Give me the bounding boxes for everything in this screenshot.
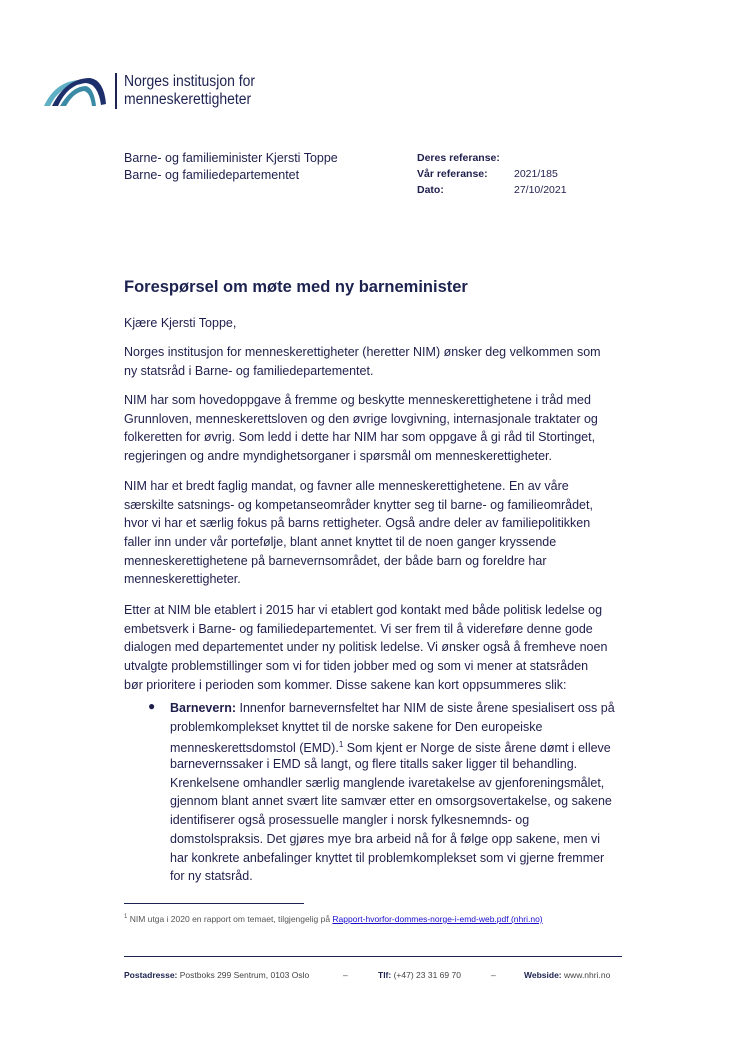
bullet-heading: Barnevern:: [170, 701, 236, 715]
text-line: Norges institusjon for menneskerettigheter (heretter NIM) ønsker deg velkommen som: [124, 345, 601, 359]
text-line: identifiserer også prosessuelle mangler i norsk fylkesnemnds- og: [170, 813, 530, 828]
text-line: folkeretten for øvrig. Som ledd i dette har NIM har som oppgave å gi råd til Stortinget,: [124, 430, 596, 445]
text-line: gjennom blant annet svært lite samvær etter en omsorgsovertakelse, og sakene: [170, 794, 612, 809]
reference-row: [417, 166, 567, 182]
text-line: Innenfor barnevernsfeltet har NIM de siste årene spesialisert oss på: [236, 701, 615, 715]
greeting: Kjære Kjersti Toppe,: [124, 316, 237, 330]
text-line: har konkrete anbefalinger knyttet til problemkomplekset som vi gjerne fremmer: [170, 850, 605, 865]
text-line: bør prioritere i perioden som kommer. Disse sakene kan kort oppsummeres slik:: [124, 677, 567, 692]
footnote: [124, 914, 543, 924]
footnote-divider: [124, 903, 304, 904]
footer-label: Tlf:: [378, 970, 392, 980]
text-line: Som kjent er Norge de siste årene dømt i elleve: [343, 741, 611, 756]
logo-divider: [115, 73, 117, 109]
text-line: Krenkelsene omhandler særlig manglende ivaretakelse av gjenforeningsmålet,: [170, 775, 605, 790]
logo-arch-icon: [42, 74, 108, 108]
text-line: NIM har et bredt faglig mandat, og favner alle menneskerettighetene. En av våre: [124, 479, 569, 493]
text-line: menneskerettighetene på barnevernsområdet, der både barn og foreldre har: [124, 553, 547, 568]
bullet-icon: ●: [148, 699, 156, 713]
reference-value: 27/10/2021: [514, 184, 567, 196]
footer-website: [524, 970, 610, 980]
text-line: domstolspraksis. Det gjøres mye bra arbeid nå for å følge opp sakene, men vi: [170, 831, 601, 846]
logo: [42, 74, 108, 108]
letter-title: Forespørsel om møte med ny barneminister: [124, 278, 468, 296]
recipient-name: Barne- og familieminister Kjersti Toppe: [124, 151, 338, 165]
text-line: barnevernssaker i EMD så langt, og flere titalls saker ligger til behandling.: [170, 757, 578, 772]
footnote-mark: 1: [124, 914, 128, 921]
text-line: menneskerettigheter.: [124, 572, 241, 587]
reference-label: Deres referanse:: [417, 152, 500, 164]
text-line: utvalgte problemstillinger som vi for tiden jobber med og som vi mener at statsråden: [124, 659, 589, 674]
footer-label: Webside:: [524, 970, 562, 980]
text-line: NIM har som hovedoppgave å fremme og beskytte menneskerettighetene i tråd med: [124, 393, 591, 407]
text-line: for ny statsråd.: [170, 869, 253, 884]
footer-phone: [378, 970, 461, 980]
paragraph-2: [124, 391, 598, 466]
footer-label: Postadresse:: [124, 970, 178, 980]
footer-divider: [124, 956, 622, 957]
reference-value: 2021/185: [514, 168, 558, 180]
footnote-report-link[interactable]: Rapport-hvorfor-dommes-norge-i-emd-web.pdf (nhri.no): [332, 914, 543, 924]
recipient-department: Barne- og familiedepartementet: [124, 168, 300, 182]
reference-block: [417, 150, 567, 198]
footnote-text: NIM utga i 2020 en rapport om temaet, tilgjengelig på: [127, 914, 333, 924]
paragraph-3: [124, 477, 593, 589]
logo-wordmark: [124, 73, 255, 109]
footer-value: Postboks 299 Sentrum, 0103 Oslo: [177, 970, 310, 980]
footer-separator: –: [343, 970, 348, 980]
footer-website-link[interactable]: www.nhri.no: [561, 970, 611, 980]
footnote-ref[interactable]: 1: [338, 740, 344, 750]
text-line: faller inn under vår portefølje, blant annet knyttet til de noen ganger kryssende: [124, 535, 557, 550]
bullet-barnevern: [170, 699, 615, 886]
text-line: menneskerettsdomstol (EMD).: [170, 741, 339, 756]
text-line: hvor vi har et særlig fokus på barns rettigheter. Også andre deler av familiepolitikken: [124, 516, 591, 531]
footer-postal-address: [124, 970, 309, 980]
reference-row: [417, 150, 567, 166]
text-line: ny statsråd i Barne- og familiedepartementet.: [124, 363, 374, 378]
text-line: Etter at NIM ble etablert i 2015 har vi etablert god kontakt med både politisk ledelse og: [124, 603, 603, 617]
paragraph-4: [124, 601, 607, 694]
text-line: problemkomplekset knyttet til de norske sakene for Den europeiske: [170, 719, 543, 734]
recipient-address: [124, 150, 338, 184]
logo-line-2: menneskerettigheter: [124, 91, 252, 108]
text-line: embetsverk i Barne- og familiedepartementet. Vi ser frem til å videreføre denne gode: [124, 621, 593, 636]
text-line: regjeringen og andre myndighetsorganer i spørsmål om menneskerettigheter.: [124, 449, 553, 464]
paragraph-1: [124, 343, 601, 380]
footer-separator: –: [491, 970, 496, 980]
text-line: særskilte satsnings- og kompetanseområder knytter seg til barne- og familieområdet,: [124, 497, 593, 512]
reference-label: Dato:: [417, 184, 444, 196]
logo-line-1: Norges institusjon for: [124, 73, 256, 90]
text-line: Grunnloven, menneskerettsloven og den øvrige lovgivning, internasjonale traktater og: [124, 411, 598, 426]
footer-value: (+47) 23 31 69 70: [391, 970, 461, 980]
reference-row: [417, 182, 567, 198]
reference-label: Vår referanse:: [417, 168, 488, 180]
text-line: dialogen med departementet under ny politisk ledelse. Vi ønsker også å fremheve noen: [124, 640, 608, 655]
